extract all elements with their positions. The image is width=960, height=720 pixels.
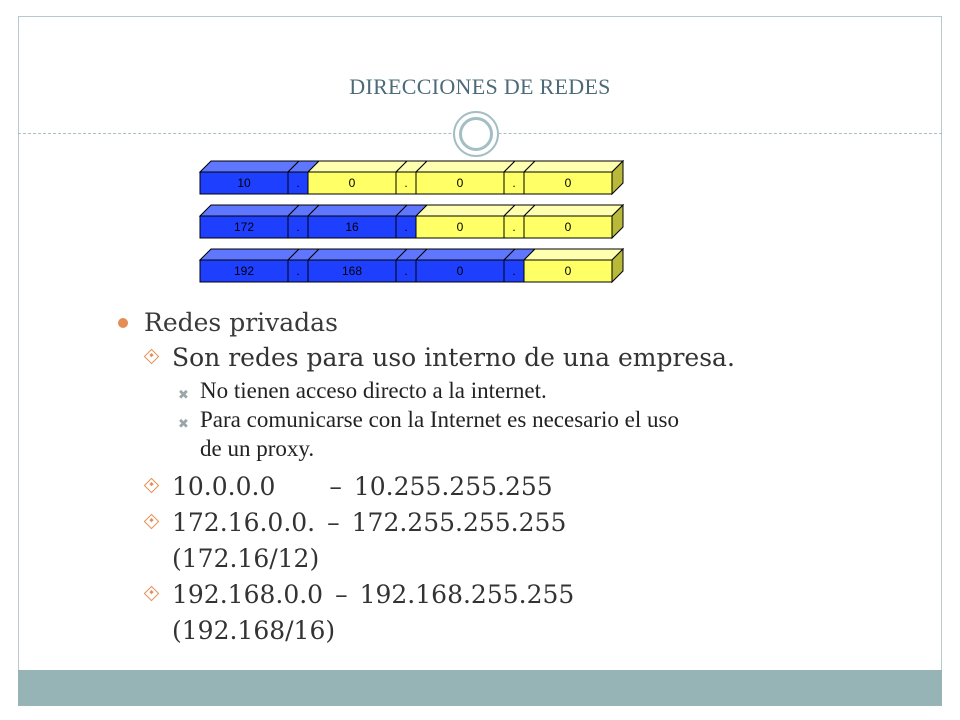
point2-line1: Para comunicarse con la Internet es necesario el uso — [200, 407, 679, 432]
range2-start: 172.16.0.0. — [172, 508, 316, 537]
cross-bullet-icon: ✖ — [178, 417, 189, 432]
bar-top-face — [200, 161, 299, 172]
slide-content — [118, 306, 918, 649]
octet-label: 0 — [456, 264, 464, 278]
diamond-bullet-icon — [144, 586, 160, 602]
separator-label: . — [404, 176, 408, 190]
bar-top-face — [200, 205, 299, 216]
octet-label: 0 — [348, 176, 356, 190]
slide-title: DIRECCIONES DE REDES — [349, 74, 611, 99]
bar-top-face — [308, 161, 407, 172]
list-item-level3 — [118, 376, 918, 405]
cross-bullet-icon: ✖ — [178, 388, 189, 403]
footer-bar — [18, 670, 942, 706]
octet-label: 168 — [341, 264, 363, 278]
bar-top-face — [416, 161, 515, 172]
range3-end: 192.168.255.255 — [359, 580, 575, 609]
diamond-bullet-icon — [144, 349, 160, 365]
octet-label: 192 — [233, 264, 255, 278]
separator-label: . — [296, 220, 300, 234]
diamond-bullet-icon — [144, 478, 160, 494]
octet-label: 0 — [456, 176, 464, 190]
bar-top-face — [416, 249, 515, 260]
range2-dash: – — [327, 508, 340, 537]
circle-ornament-icon — [453, 111, 499, 157]
octet-label: 0 — [564, 264, 572, 278]
bar-top-face — [308, 249, 407, 260]
range1-end: 10.255.255.255 — [353, 472, 553, 501]
bar-top-face — [524, 161, 623, 172]
octet-label: 16 — [345, 220, 359, 234]
list-item-range1 — [118, 469, 918, 505]
point2-line2: de un proxy. — [200, 436, 315, 461]
list-item-level1 — [118, 306, 918, 340]
list-item-range3 — [118, 577, 918, 613]
range3-note: (192.168/16) — [172, 616, 336, 645]
range1-dash: – — [329, 472, 342, 501]
range3-start: 192.168.0.0 — [172, 580, 324, 609]
separator-label: . — [512, 264, 516, 278]
octet-label: 172 — [233, 220, 255, 234]
bar-top-face — [524, 205, 623, 216]
point1-text: No tienen acceso directo a la internet. — [200, 378, 547, 403]
range1-start: 10.0.0.0 — [172, 472, 276, 501]
octet-label: 0 — [564, 176, 572, 190]
range3-dash: – — [335, 580, 348, 609]
bar-top-face — [524, 249, 623, 260]
list-item-range2 — [118, 505, 918, 541]
range2-end: 172.255.255.255 — [351, 508, 567, 537]
diamond-bullet-icon — [144, 514, 160, 530]
circle-bullet-icon — [118, 318, 128, 328]
separator-label: . — [512, 220, 516, 234]
heading-text: Redes privadas — [144, 308, 338, 337]
bar-top-face — [200, 249, 299, 260]
octet-label: 0 — [456, 220, 464, 234]
octet-label: 10 — [237, 176, 251, 190]
range2-note: (172.16/12) — [172, 544, 320, 573]
separator-label: . — [296, 264, 300, 278]
bar-top-face — [416, 205, 515, 216]
separator-label: . — [296, 176, 300, 190]
list-item-level3 — [118, 405, 918, 463]
separator-label: . — [404, 264, 408, 278]
separator-label: . — [404, 220, 408, 234]
bar-top-face — [308, 205, 407, 216]
list-item-level2 — [118, 340, 918, 376]
octet-label: 0 — [564, 220, 572, 234]
sub1-text: Son redes para uso interno de una empresa. — [172, 343, 735, 372]
ip-address-diagram — [196, 156, 636, 286]
separator-label: . — [512, 176, 516, 190]
